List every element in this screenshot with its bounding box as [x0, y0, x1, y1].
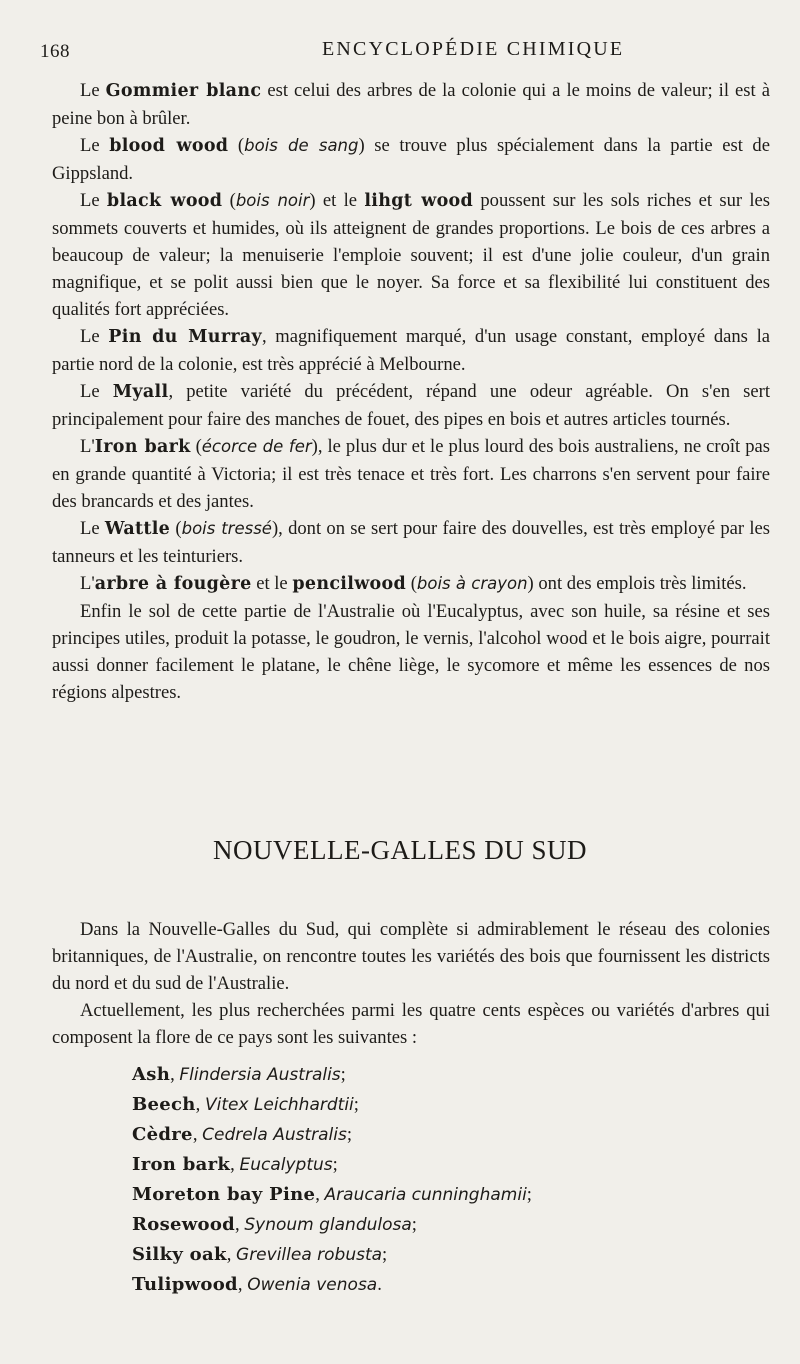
species-common-name: Tulipwood: [132, 1274, 238, 1295]
wood-name: pencilwood: [292, 574, 407, 594]
wood-name: Myall: [112, 382, 169, 402]
page-number: 168: [40, 41, 70, 62]
species-entry: Moreton bay Pine, Araucaria cunninghamii;: [132, 1184, 532, 1205]
species-common-name: Rosewood: [132, 1214, 236, 1235]
text-run: poussent sur les sols riches et sur les sommets couverts et humides, où ils atteignent de grandes proportions. Le bois de ces arbres a beaucoup de valeur; la menuiserie l'emploie souvent; il est d'une jolie couleur, d'un grain magnifique, et se polit aussi bien que le noyer. Sa force et sa flexibilité lui constituent des qualités fort appréciées.: [52, 190, 771, 320]
entry-end-mark: ;: [411, 1214, 417, 1235]
text-run: Le: [80, 518, 105, 539]
paragraph: [52, 378, 770, 433]
species-list: [132, 1060, 752, 1300]
paragraph: [52, 598, 770, 706]
text-run: , petite variété du précédent, répand une odeur agréable. On s'en sert principalement pour faire des manches de fouet, des pipes en bois et autres articles tournés.: [52, 381, 770, 430]
text-run: L': [80, 573, 95, 594]
text-run: (: [170, 518, 182, 539]
species-entry: Iron bark, Eucalyptus;: [132, 1154, 338, 1175]
species-latin-name: Owenia venosa: [247, 1275, 378, 1295]
paragraph: [52, 570, 770, 598]
entry-end-mark: ;: [353, 1094, 359, 1115]
species-common-name: Ash: [132, 1064, 171, 1085]
wood-name: black wood: [106, 191, 223, 211]
species-common-name: Beech: [132, 1094, 196, 1115]
text-run: ) se trouve plus spécialement dans la partie est de Gippsland.: [52, 135, 770, 184]
text-run: Le: [80, 326, 109, 347]
translation-italic: bois à crayon: [416, 574, 528, 593]
section-text: [52, 916, 770, 1051]
text-run: Le: [80, 80, 106, 101]
text-run: Le: [80, 190, 107, 211]
paragraph: [52, 997, 770, 1051]
wood-name: Pin du Murray: [108, 327, 262, 347]
text-run: (: [190, 436, 202, 457]
species-common-name: Iron bark: [132, 1154, 231, 1175]
species-entry: Cèdre, Cedrela Australis;: [132, 1124, 353, 1145]
species-entry: Ash, Flindersia Australis;: [132, 1064, 346, 1085]
text-run: L': [80, 436, 95, 457]
section-title: NOUVELLE-GALLES DU SUD: [213, 835, 587, 865]
wood-name: arbre à fougère: [94, 574, 252, 594]
wood-name: lihgt wood: [364, 191, 474, 211]
text-run: ), dont on se sert pour faire des douvelles, est très employé par les tanneurs et les teinturiers.: [52, 518, 771, 567]
species-entry: Rosewood, Synoum glandulosa;: [132, 1214, 417, 1235]
wood-name: blood wood: [109, 136, 229, 156]
text-run: est celui des arbres de la colonie qui a le moins de valeur; il est à peine bon à brûler.: [52, 80, 771, 129]
species-latin-name: Eucalyptus: [239, 1155, 333, 1175]
paragraph: [52, 433, 770, 515]
entry-end-mark: ;: [526, 1184, 532, 1205]
species-entry: Tulipwood, Owenia venosa.: [132, 1274, 382, 1295]
translation-italic: bois tressé: [181, 519, 272, 538]
text-run: Dans la Nouvelle-Galles du Sud, qui complète si admirablement le réseau des colonies britanniques, de l'Australie, on rencontre toutes les variétés des bois que fournissent les districts du nord et du sud de l'Australie.: [52, 919, 770, 994]
text-run: et le: [251, 573, 293, 594]
paragraph: [52, 323, 770, 378]
species-latin-name: Cedrela Australis: [202, 1125, 347, 1145]
page-header: [40, 38, 760, 64]
translation-italic: bois noir: [235, 191, 310, 210]
paragraph: [52, 515, 770, 570]
species-entry: Silky oak, Grevillea robusta;: [132, 1244, 388, 1265]
text-run: ) et le: [309, 190, 365, 211]
species-latin-name: Araucaria cunninghamii: [324, 1185, 527, 1205]
species-entry: Beech, Vitex Leichhardtii;: [132, 1094, 359, 1115]
text-run: Enfin le sol de cette partie de l'Australie où l'Eucalyptus, avec son huile, sa résine et ses principes utiles, produit la potasse, le goudron, le vernis, l'alcohol wood et le bois aigre, pourrait aussi donner facilement le platane, le chêne liège, le sycomore et même les essences de nos régions alpestres.: [52, 601, 770, 703]
species-latin-name: Grevillea robusta: [236, 1245, 383, 1265]
text-run: (: [228, 135, 245, 156]
species-latin-name: Flindersia Australis: [179, 1065, 341, 1085]
entry-end-mark: .: [377, 1274, 382, 1295]
text-run: Le: [80, 381, 113, 402]
text-run: Actuellement, les plus recherchées parmi les quatre cents espèces ou variétés d'arbres qui composent la flore de ce pays sont les suivantes :: [52, 1000, 770, 1048]
species-common-name: Moreton bay Pine: [132, 1184, 316, 1205]
entry-end-mark: ;: [340, 1064, 346, 1085]
paragraph: [52, 916, 770, 997]
translation-italic: bois de sang: [244, 136, 359, 155]
species-common-name: Cèdre: [132, 1124, 193, 1145]
text-run: (: [406, 573, 417, 594]
paragraph: [52, 77, 770, 132]
text-run: , magnifiquement marqué, d'un usage constant, employé dans la partie nord de la colonie, est très apprécié à Melbourne.: [52, 326, 770, 375]
entry-end-mark: ;: [382, 1244, 388, 1265]
text-run: Le: [80, 135, 110, 156]
wood-name: Gommier blanc: [105, 81, 262, 101]
text-run: ) ont des emplois très limités.: [527, 573, 747, 594]
species-common-name: Silky oak: [132, 1244, 227, 1265]
paragraph: [52, 132, 770, 187]
text-run: (: [222, 190, 236, 211]
species-latin-name: Vitex Leichhardtii: [204, 1095, 354, 1115]
species-latin-name: Synoum glandulosa: [244, 1215, 412, 1235]
wood-name: Iron bark: [94, 437, 191, 457]
wood-name: Wattle: [104, 519, 171, 539]
running-head: ENCYCLOPÉDIE CHIMIQUE: [322, 38, 625, 60]
entry-end-mark: ;: [332, 1154, 338, 1175]
paragraph: [52, 187, 770, 323]
entry-end-mark: ;: [346, 1124, 353, 1145]
text-run: ), le plus dur et le plus lourd des bois australiens, ne croît pas en grande quantité à Victoria; il est très tenace et très fort. Les charrons s'en servent pour faire des brancards et des jantes.: [52, 436, 771, 512]
translation-italic: écorce de fer: [201, 437, 312, 456]
main-text: [52, 77, 770, 706]
